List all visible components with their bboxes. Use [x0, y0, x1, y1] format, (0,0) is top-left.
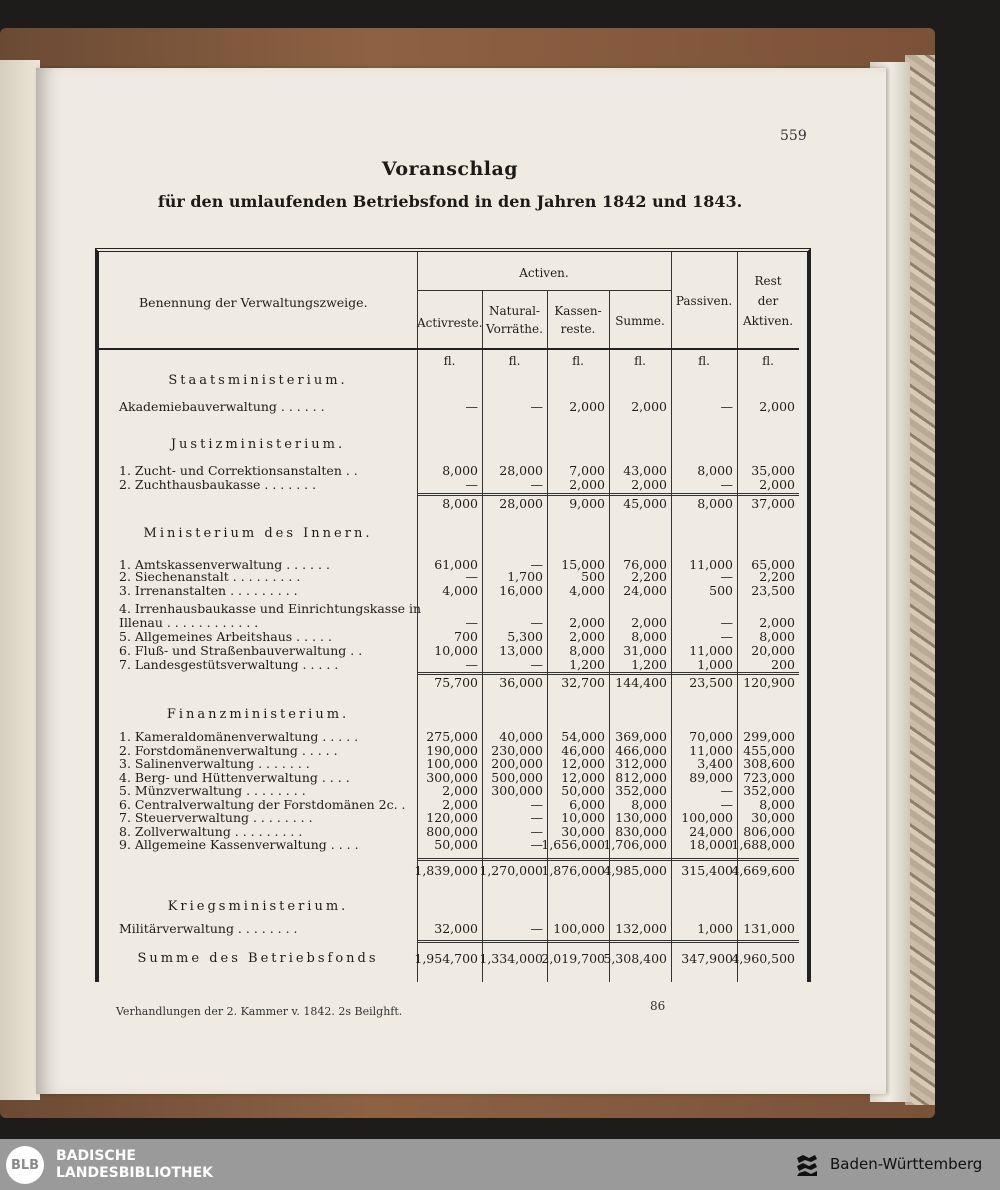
row-value: —: [465, 569, 478, 584]
row-value: 352,000: [743, 783, 795, 798]
row-value: 2,000: [569, 629, 605, 644]
row-value: 54,000: [561, 729, 605, 744]
row-label: 3. Salinenverwaltung . . . . . . .: [119, 756, 310, 771]
row-value: 230,000: [491, 742, 543, 758]
row-value: —: [720, 615, 733, 630]
row-value: —: [720, 569, 733, 584]
row-value: 300,000: [426, 769, 478, 785]
header-rule: [99, 348, 799, 350]
row-label: 8. Zollverwaltung . . . . . . . . .: [119, 823, 303, 839]
unit-label: fl.: [572, 354, 584, 368]
footer-signature: 86: [650, 999, 666, 1013]
row-value: 1,200: [631, 657, 667, 672]
row-value: 12,000: [561, 769, 605, 785]
header-activen: Activen.: [519, 266, 569, 280]
row-value: 15,000: [561, 557, 605, 572]
row-value: 50,000: [434, 837, 478, 852]
row-value: 100,000: [426, 756, 478, 771]
baden-wuerttemberg-label: Baden-Württemberg: [830, 1155, 983, 1173]
row-value: —: [530, 557, 543, 572]
library-banner: [0, 1139, 1000, 1190]
row-value: 43,000: [623, 463, 667, 478]
row-value: 2,000: [569, 399, 605, 414]
row-value: —: [530, 657, 543, 672]
row-value: 1,000: [697, 657, 733, 672]
row-value: 32,000: [434, 921, 478, 936]
section-title: Kriegsministerium.: [167, 899, 349, 914]
row-value: 65,000: [751, 557, 795, 572]
row-value: 100,000: [553, 921, 605, 936]
row-value: 16,000: [499, 583, 543, 598]
row-value: 275,000: [426, 729, 478, 744]
row-value: 3,400: [697, 756, 733, 771]
row-value: 30,000: [561, 823, 605, 839]
row-value: 120,900: [743, 675, 795, 690]
row-label: 1. Amtskassenverwaltung . . . . . .: [119, 557, 330, 572]
row-value: 1,200: [569, 657, 605, 672]
row-value: 2,000: [442, 783, 478, 798]
row-value: 144,400: [615, 675, 667, 690]
row-value: 28,000: [499, 496, 543, 511]
row-label: 2. Zuchthausbaukasse . . . . . . .: [119, 476, 317, 492]
row-value: 2,000: [631, 615, 667, 630]
row-value: —: [530, 476, 543, 492]
row-value: 200,000: [491, 756, 543, 771]
row-value: 24,000: [689, 823, 733, 839]
row-value: 8,000: [569, 643, 605, 658]
row-value: 4,000: [569, 583, 605, 598]
header-vorraethe: Vorräthe.: [486, 322, 543, 336]
header-reste: reste.: [560, 322, 596, 336]
baden-wuerttemberg-lion-icon: [794, 1152, 820, 1178]
row-value: 8,000: [759, 629, 795, 644]
total-rule: [417, 858, 799, 861]
row-value: 75,700: [434, 675, 478, 690]
row-value: 500,000: [491, 769, 543, 785]
row-value: 1,876,000: [541, 863, 605, 878]
document-title: Voranschlag: [381, 158, 519, 180]
document-subtitle: für den umlaufenden Betriebsfond in den Jahren 1842 und 1843.: [157, 192, 743, 211]
row-value: 130,000: [615, 810, 667, 825]
row-value: 369,000: [615, 729, 667, 744]
unit-label: fl.: [443, 354, 456, 368]
row-value: —: [465, 399, 478, 414]
row-value: 2,000: [569, 476, 605, 492]
row-value: 8,000: [442, 463, 478, 478]
row-value: 1,656,000: [541, 837, 605, 852]
row-label: Militärverwaltung . . . . . . . .: [119, 921, 298, 936]
section-title: Staatsministerium.: [168, 373, 348, 388]
row-value: 723,000: [743, 769, 795, 785]
row-value: 315,400: [681, 863, 733, 878]
row-value: —: [465, 476, 478, 492]
row-value: 8,000: [759, 796, 795, 812]
row-label: 4. Irrenhausbaukasse und Einrichtungskasse in: [119, 601, 422, 616]
unit-label: fl.: [634, 354, 646, 368]
row-value: 40,000: [499, 729, 543, 744]
row-value: 2,000: [569, 615, 605, 630]
row-value: 36,000: [499, 675, 543, 690]
row-value: 806,000: [743, 823, 795, 839]
row-value: 190,000: [426, 742, 478, 758]
row-value: 2,000: [631, 476, 667, 492]
header-passiven: Passiven.: [675, 294, 733, 308]
row-value: 500: [709, 583, 733, 598]
row-value: 2,019,700: [541, 951, 605, 966]
row-value: 300,000: [491, 783, 543, 798]
row-value: —: [530, 399, 543, 414]
row-label: Akademiebauverwaltung . . . . . .: [119, 399, 325, 414]
row-value: 1,000: [697, 921, 733, 936]
row-value: —: [530, 921, 543, 936]
blb-logo[interactable]: BLB: [6, 1146, 44, 1184]
row-value: 1,688,000: [731, 837, 795, 852]
row-value: 131,000: [743, 921, 795, 936]
row-value: 2,000: [759, 615, 795, 630]
row-value: 50,000: [561, 783, 605, 798]
row-value: 500: [581, 569, 605, 584]
row-value: 1,706,000: [603, 837, 667, 852]
row-label: 1. Zucht- und Correktionsanstalten . .: [119, 463, 358, 478]
row-value: 800,000: [426, 823, 478, 839]
row-value: 11,000: [689, 557, 733, 572]
header-summe: Summe.: [615, 314, 665, 328]
total-rule: [417, 940, 799, 943]
row-value: 8,000: [631, 796, 667, 812]
row-value: 120,000: [426, 810, 478, 825]
row-value: 1,334,000: [479, 951, 543, 966]
header-kassen: Kassen-: [554, 304, 602, 318]
footer-source: Verhandlungen der 2. Kammer v. 1842. 2s Beilghft.: [116, 1005, 403, 1018]
row-label: 9. Allgemeine Kassenverwaltung . . . .: [119, 837, 359, 852]
row-label: 6. Fluß- und Straßenbauverwaltung . .: [119, 643, 363, 658]
unit-label: fl.: [698, 354, 710, 368]
row-value: 1,839,000: [414, 863, 478, 878]
row-value: 2,000: [442, 796, 478, 812]
header-rest: Rest: [754, 274, 782, 288]
row-value: 812,000: [615, 769, 667, 785]
row-value: 76,000: [623, 557, 667, 572]
row-value: —: [465, 657, 478, 672]
row-value: 11,000: [689, 742, 733, 758]
row-value: 4,000: [442, 583, 478, 598]
section-title: Justizministerium.: [170, 437, 346, 452]
row-label: Illenau . . . . . . . . . . . .: [119, 615, 259, 630]
row-value: 7,000: [569, 463, 605, 478]
row-label: 5. Allgemeines Arbeitshaus . . . . .: [119, 629, 332, 644]
row-value: 1,954,700: [414, 951, 478, 966]
section-title: Finanzministerium.: [166, 707, 350, 722]
library-name: [56, 1148, 213, 1182]
row-label: 4. Berg- und Hüttenverwaltung . . . .: [119, 769, 350, 785]
header-rule: [417, 290, 671, 291]
row-value: 1,700: [507, 569, 543, 584]
unit-label: fl.: [508, 354, 521, 368]
row-value: 46,000: [561, 742, 605, 758]
row-value: 830,000: [615, 823, 667, 839]
row-value: —: [530, 615, 543, 630]
row-value: 35,000: [751, 463, 795, 478]
row-value: 31,000: [623, 643, 667, 658]
row-value: 12,000: [561, 756, 605, 771]
row-label: 2. Siechenanstalt . . . . . . . . .: [119, 569, 301, 584]
row-value: 13,000: [499, 643, 543, 658]
row-value: 299,000: [743, 729, 795, 744]
row-value: 5,300: [507, 629, 543, 644]
row-value: 1,270,000: [479, 863, 543, 878]
row-value: 312,000: [615, 756, 667, 771]
row-value: 20,000: [751, 643, 795, 658]
row-value: —: [530, 796, 543, 812]
row-value: —: [465, 615, 478, 630]
row-value: 89,000: [689, 769, 733, 785]
header-aktiven: Aktiven.: [742, 314, 794, 328]
row-value: 4,669,600: [731, 863, 795, 878]
row-value: 466,000: [615, 742, 667, 758]
row-value: —: [720, 796, 733, 812]
header-activreste: Activreste.: [417, 316, 483, 330]
row-value: —: [530, 823, 543, 839]
row-value: —: [530, 810, 543, 825]
header-benennung: Benennung der Verwaltungszweige.: [139, 295, 368, 310]
row-value: 132,000: [615, 921, 667, 936]
unit-label: fl.: [762, 354, 774, 368]
row-value: 2,000: [759, 476, 795, 492]
row-value: 28,000: [499, 463, 543, 478]
row-value: —: [720, 476, 733, 492]
row-value: 70,000: [689, 729, 733, 744]
row-value: —: [720, 629, 733, 644]
page-number: 559: [780, 128, 807, 144]
row-value: 10,000: [561, 810, 605, 825]
row-value: 24,000: [623, 583, 667, 598]
row-value: 37,000: [751, 496, 795, 511]
row-value: 8,000: [697, 496, 733, 511]
row-value: 9,000: [569, 496, 605, 511]
row-label: 1. Kameraldomänenverwaltung . . . . .: [119, 729, 359, 744]
section-title: Ministerium des Innern.: [143, 526, 373, 541]
row-value: 8,000: [697, 463, 733, 478]
row-value: 2,000: [759, 399, 795, 414]
header-natural: Natural-: [489, 304, 540, 318]
row-value: 23,500: [751, 583, 795, 598]
row-value: 18,000: [689, 837, 733, 852]
row-value: 8,000: [631, 629, 667, 644]
budget-table: [95, 248, 811, 982]
row-value: 2,000: [631, 399, 667, 414]
row-value: —: [720, 783, 733, 798]
row-value: 11,000: [689, 643, 733, 658]
row-value: —: [530, 837, 543, 852]
header-der: der: [757, 294, 779, 308]
row-label: 7. Steuerverwaltung . . . . . . . .: [119, 810, 313, 825]
row-value: 6,000: [569, 796, 605, 812]
row-label: 2. Forstdomänenverwaltung . . . . .: [119, 742, 338, 758]
row-value: 32,700: [561, 675, 605, 690]
row-label: 3. Irrenanstalten . . . . . . . . .: [119, 583, 298, 598]
row-value: 308,600: [743, 756, 795, 771]
row-value: 61,000: [434, 557, 478, 572]
row-value: 4,985,000: [603, 863, 667, 878]
left-page-edge: [0, 60, 40, 1100]
row-value: 23,500: [689, 675, 733, 690]
row-value: 45,000: [623, 496, 667, 511]
row-value: 352,000: [615, 783, 667, 798]
row-label: 6. Centralverwaltung der Forstdomänen 2c. .: [119, 796, 406, 812]
row-value: 10,000: [434, 643, 478, 658]
row-value: 2,200: [631, 569, 667, 584]
row-label: 5. Münzverwaltung . . . . . . . .: [119, 783, 306, 798]
row-value: —: [720, 399, 733, 414]
row-value: 700: [454, 629, 478, 644]
row-value: 347,900: [681, 951, 733, 966]
row-value: 2,200: [759, 569, 795, 584]
row-value: 100,000: [681, 810, 733, 825]
row-value: 8,000: [442, 496, 478, 511]
row-value: 30,000: [751, 810, 795, 825]
row-value: 455,000: [743, 742, 795, 758]
library-name-line2: LANDESBIBLIOTHEK: [56, 1165, 214, 1181]
grand-total-label: Summe des Betriebsfonds: [137, 951, 379, 966]
row-value: 4,960,500: [731, 951, 795, 966]
row-value: 200: [771, 657, 795, 672]
library-name-line1: BADISCHE: [56, 1148, 136, 1164]
row-label: 7. Landesgestütsverwaltung . . . . .: [119, 657, 339, 672]
row-value: 5,308,400: [603, 951, 667, 966]
